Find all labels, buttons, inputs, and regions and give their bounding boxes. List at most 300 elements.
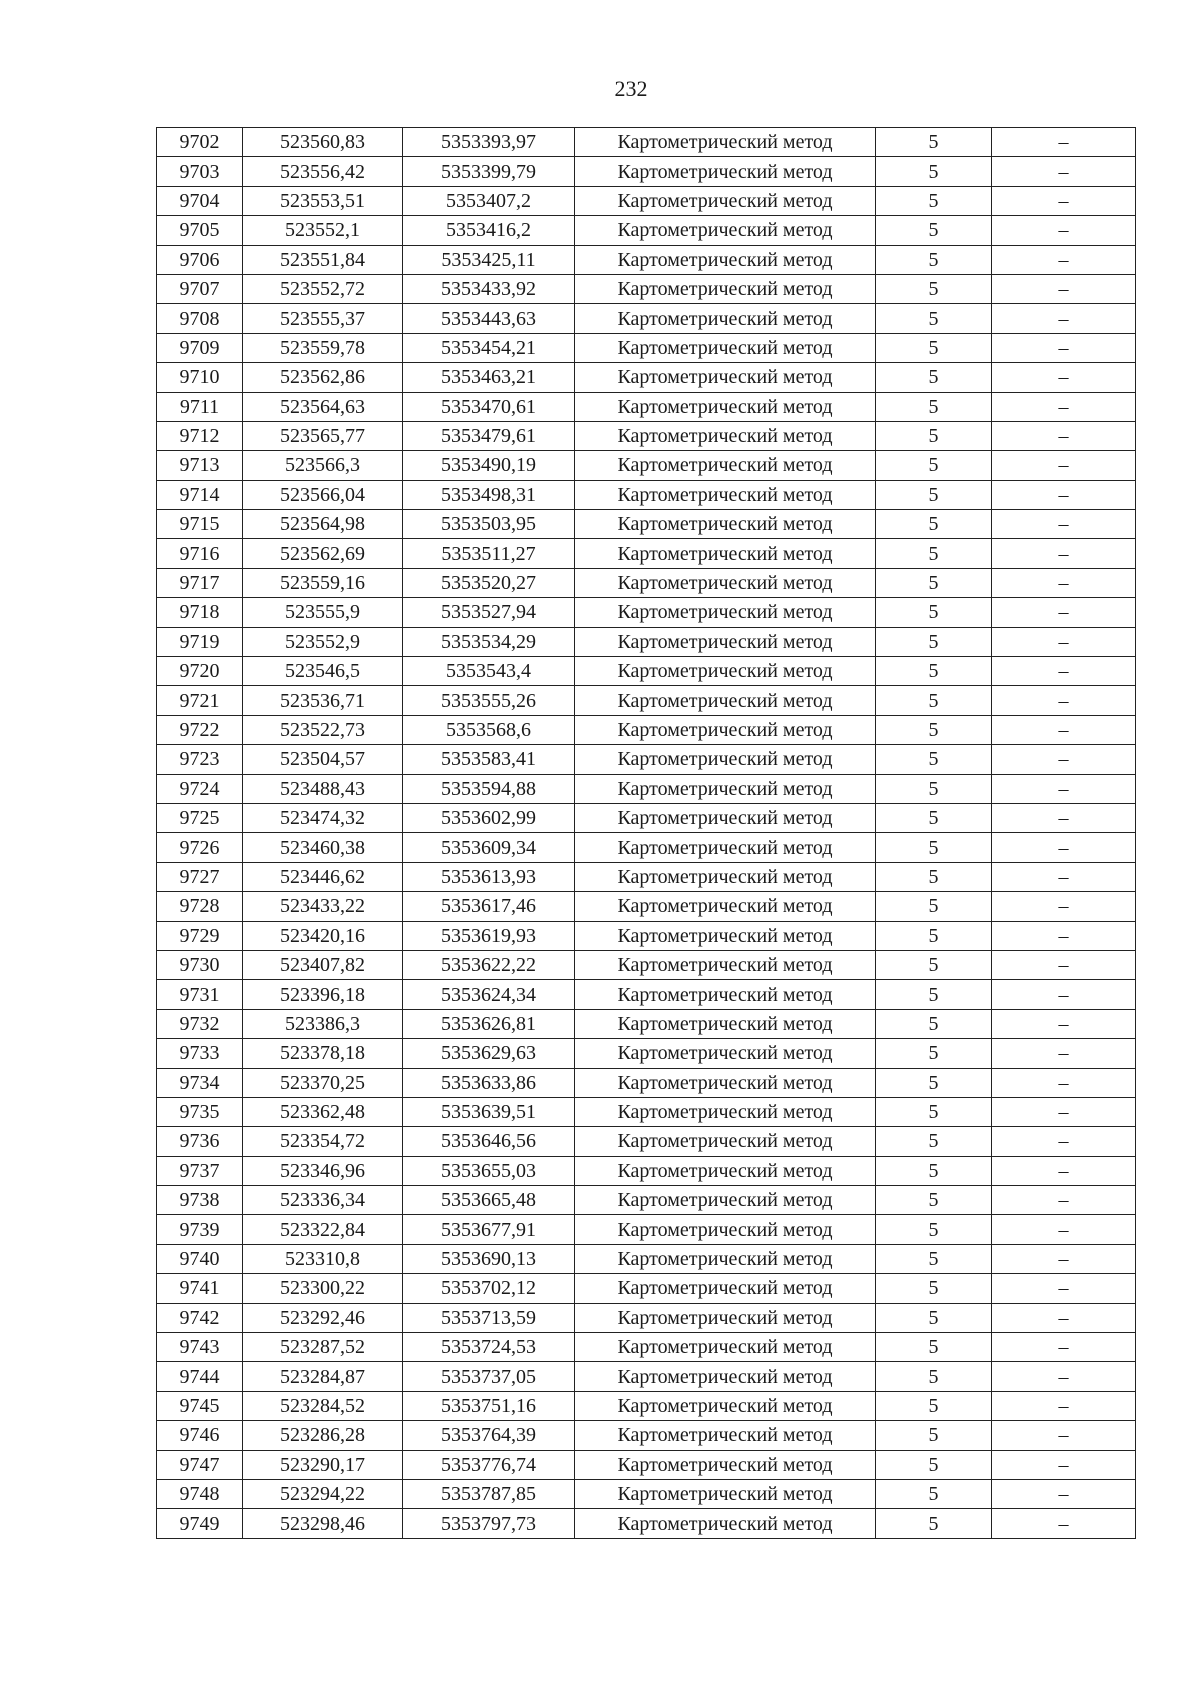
point-number-cell: 9712 <box>157 421 243 450</box>
note-cell: – <box>992 392 1136 421</box>
point-number-cell: 9722 <box>157 715 243 744</box>
table-row <box>157 745 1136 774</box>
note-cell: – <box>992 568 1136 597</box>
accuracy-cell: 5 <box>876 1127 992 1156</box>
table-row <box>157 157 1136 186</box>
table-row <box>157 833 1136 862</box>
note-cell: – <box>992 1156 1136 1185</box>
x-coordinate-cell: 523286,28 <box>243 1421 403 1450</box>
table-row <box>157 216 1136 245</box>
y-coordinate-cell: 5353613,93 <box>403 862 575 891</box>
method-cell: Картометрический метод <box>575 216 876 245</box>
method-cell: Картометрический метод <box>575 1097 876 1126</box>
y-coordinate-cell: 5353622,22 <box>403 950 575 979</box>
note-cell: – <box>992 451 1136 480</box>
method-cell: Картометрический метод <box>575 745 876 774</box>
method-cell: Картометрический метод <box>575 1450 876 1479</box>
note-cell: – <box>992 1450 1136 1479</box>
point-number-cell: 9748 <box>157 1479 243 1508</box>
table-row <box>157 1391 1136 1420</box>
note-cell: – <box>992 1509 1136 1538</box>
accuracy-cell: 5 <box>876 245 992 274</box>
method-cell: Картометрический метод <box>575 1068 876 1097</box>
point-number-cell: 9734 <box>157 1068 243 1097</box>
accuracy-cell: 5 <box>876 304 992 333</box>
table-row <box>157 480 1136 509</box>
table-row <box>157 510 1136 539</box>
x-coordinate-cell: 523504,57 <box>243 745 403 774</box>
x-coordinate-cell: 523552,72 <box>243 274 403 303</box>
note-cell: – <box>992 421 1136 450</box>
note-cell: – <box>992 803 1136 832</box>
method-cell: Картометрический метод <box>575 686 876 715</box>
method-cell: Картометрический метод <box>575 1127 876 1156</box>
x-coordinate-cell: 523420,16 <box>243 921 403 950</box>
y-coordinate-cell: 5353724,53 <box>403 1333 575 1362</box>
y-coordinate-cell: 5353416,2 <box>403 216 575 245</box>
table-row <box>157 1009 1136 1038</box>
accuracy-cell: 5 <box>876 1068 992 1097</box>
table-row <box>157 1509 1136 1538</box>
y-coordinate-cell: 5353433,92 <box>403 274 575 303</box>
x-coordinate-cell: 523560,83 <box>243 128 403 157</box>
table-row <box>157 304 1136 333</box>
note-cell: – <box>992 333 1136 362</box>
note-cell: – <box>992 510 1136 539</box>
note-cell: – <box>992 186 1136 215</box>
accuracy-cell: 5 <box>876 803 992 832</box>
x-coordinate-cell: 523322,84 <box>243 1215 403 1244</box>
method-cell: Картометрический метод <box>575 186 876 215</box>
y-coordinate-cell: 5353797,73 <box>403 1509 575 1538</box>
point-number-cell: 9707 <box>157 274 243 303</box>
table-row <box>157 1303 1136 1332</box>
table-row <box>157 715 1136 744</box>
accuracy-cell: 5 <box>876 598 992 627</box>
point-number-cell: 9730 <box>157 950 243 979</box>
table-row <box>157 568 1136 597</box>
accuracy-cell: 5 <box>876 1303 992 1332</box>
point-number-cell: 9715 <box>157 510 243 539</box>
y-coordinate-cell: 5353463,21 <box>403 363 575 392</box>
method-cell: Картометрический метод <box>575 657 876 686</box>
method-cell: Картометрический метод <box>575 1244 876 1273</box>
method-cell: Картометрический метод <box>575 1362 876 1391</box>
note-cell: – <box>992 304 1136 333</box>
point-number-cell: 9746 <box>157 1421 243 1450</box>
note-cell: – <box>992 157 1136 186</box>
accuracy-cell: 5 <box>876 774 992 803</box>
accuracy-cell: 5 <box>876 715 992 744</box>
point-number-cell: 9706 <box>157 245 243 274</box>
method-cell: Картометрический метод <box>575 774 876 803</box>
x-coordinate-cell: 523460,38 <box>243 833 403 862</box>
y-coordinate-cell: 5353470,61 <box>403 392 575 421</box>
point-number-cell: 9731 <box>157 980 243 1009</box>
table-row <box>157 392 1136 421</box>
point-number-cell: 9747 <box>157 1450 243 1479</box>
table-row <box>157 1215 1136 1244</box>
point-number-cell: 9728 <box>157 892 243 921</box>
accuracy-cell: 5 <box>876 1509 992 1538</box>
point-number-cell: 9735 <box>157 1097 243 1126</box>
method-cell: Картометрический метод <box>575 1156 876 1185</box>
table-row <box>157 686 1136 715</box>
y-coordinate-cell: 5353407,2 <box>403 186 575 215</box>
x-coordinate-cell: 523378,18 <box>243 1039 403 1068</box>
point-number-cell: 9741 <box>157 1274 243 1303</box>
table-row <box>157 363 1136 392</box>
accuracy-cell: 5 <box>876 686 992 715</box>
y-coordinate-cell: 5353555,26 <box>403 686 575 715</box>
table-row <box>157 1039 1136 1068</box>
point-number-cell: 9703 <box>157 157 243 186</box>
point-number-cell: 9725 <box>157 803 243 832</box>
x-coordinate-cell: 523566,3 <box>243 451 403 480</box>
x-coordinate-cell: 523565,77 <box>243 421 403 450</box>
note-cell: – <box>992 950 1136 979</box>
note-cell: – <box>992 1009 1136 1038</box>
y-coordinate-cell: 5353702,12 <box>403 1274 575 1303</box>
table-row <box>157 1127 1136 1156</box>
table-row <box>157 1068 1136 1097</box>
x-coordinate-cell: 523287,52 <box>243 1333 403 1362</box>
y-coordinate-cell: 5353617,46 <box>403 892 575 921</box>
method-cell: Картометрический метод <box>575 568 876 597</box>
coordinates-table-body <box>157 128 1136 1539</box>
x-coordinate-cell: 523433,22 <box>243 892 403 921</box>
point-number-cell: 9729 <box>157 921 243 950</box>
method-cell: Картометрический метод <box>575 803 876 832</box>
method-cell: Картометрический метод <box>575 245 876 274</box>
point-number-cell: 9708 <box>157 304 243 333</box>
point-number-cell: 9720 <box>157 657 243 686</box>
table-row <box>157 1333 1136 1362</box>
y-coordinate-cell: 5353511,27 <box>403 539 575 568</box>
point-number-cell: 9721 <box>157 686 243 715</box>
accuracy-cell: 5 <box>876 1186 992 1215</box>
note-cell: – <box>992 1391 1136 1420</box>
table-row <box>157 950 1136 979</box>
table-row <box>157 1479 1136 1508</box>
table-row <box>157 598 1136 627</box>
table-row <box>157 892 1136 921</box>
note-cell: – <box>992 745 1136 774</box>
x-coordinate-cell: 523555,37 <box>243 304 403 333</box>
y-coordinate-cell: 5353503,95 <box>403 510 575 539</box>
table-row <box>157 1186 1136 1215</box>
note-cell: – <box>992 686 1136 715</box>
y-coordinate-cell: 5353655,03 <box>403 1156 575 1185</box>
accuracy-cell: 5 <box>876 833 992 862</box>
x-coordinate-cell: 523546,5 <box>243 657 403 686</box>
x-coordinate-cell: 523396,18 <box>243 980 403 1009</box>
note-cell: – <box>992 657 1136 686</box>
method-cell: Картометрический метод <box>575 921 876 950</box>
x-coordinate-cell: 523370,25 <box>243 1068 403 1097</box>
point-number-cell: 9710 <box>157 363 243 392</box>
y-coordinate-cell: 5353665,48 <box>403 1186 575 1215</box>
accuracy-cell: 5 <box>876 1244 992 1273</box>
accuracy-cell: 5 <box>876 1156 992 1185</box>
accuracy-cell: 5 <box>876 568 992 597</box>
accuracy-cell: 5 <box>876 392 992 421</box>
point-number-cell: 9737 <box>157 1156 243 1185</box>
method-cell: Картометрический метод <box>575 421 876 450</box>
accuracy-cell: 5 <box>876 421 992 450</box>
point-number-cell: 9727 <box>157 862 243 891</box>
table-row <box>157 274 1136 303</box>
accuracy-cell: 5 <box>876 1479 992 1508</box>
y-coordinate-cell: 5353619,93 <box>403 921 575 950</box>
note-cell: – <box>992 1127 1136 1156</box>
point-number-cell: 9744 <box>157 1362 243 1391</box>
point-number-cell: 9739 <box>157 1215 243 1244</box>
y-coordinate-cell: 5353498,31 <box>403 480 575 509</box>
note-cell: – <box>992 1421 1136 1450</box>
point-number-cell: 9749 <box>157 1509 243 1538</box>
y-coordinate-cell: 5353454,21 <box>403 333 575 362</box>
method-cell: Картометрический метод <box>575 157 876 186</box>
point-number-cell: 9743 <box>157 1333 243 1362</box>
note-cell: – <box>992 774 1136 803</box>
y-coordinate-cell: 5353633,86 <box>403 1068 575 1097</box>
note-cell: – <box>992 1097 1136 1126</box>
table-row <box>157 1362 1136 1391</box>
accuracy-cell: 5 <box>876 510 992 539</box>
method-cell: Картометрический метод <box>575 510 876 539</box>
table-row <box>157 539 1136 568</box>
accuracy-cell: 5 <box>876 1097 992 1126</box>
y-coordinate-cell: 5353443,63 <box>403 304 575 333</box>
x-coordinate-cell: 523336,34 <box>243 1186 403 1215</box>
y-coordinate-cell: 5353629,63 <box>403 1039 575 1068</box>
point-number-cell: 9738 <box>157 1186 243 1215</box>
x-coordinate-cell: 523310,8 <box>243 1244 403 1273</box>
coordinates-table <box>156 127 1136 1539</box>
point-number-cell: 9716 <box>157 539 243 568</box>
table-row <box>157 186 1136 215</box>
y-coordinate-cell: 5353639,51 <box>403 1097 575 1126</box>
note-cell: – <box>992 921 1136 950</box>
x-coordinate-cell: 523562,86 <box>243 363 403 392</box>
y-coordinate-cell: 5353776,74 <box>403 1450 575 1479</box>
point-number-cell: 9714 <box>157 480 243 509</box>
accuracy-cell: 5 <box>876 539 992 568</box>
y-coordinate-cell: 5353626,81 <box>403 1009 575 1038</box>
y-coordinate-cell: 5353737,05 <box>403 1362 575 1391</box>
accuracy-cell: 5 <box>876 745 992 774</box>
y-coordinate-cell: 5353479,61 <box>403 421 575 450</box>
table-row <box>157 627 1136 656</box>
y-coordinate-cell: 5353677,91 <box>403 1215 575 1244</box>
accuracy-cell: 5 <box>876 480 992 509</box>
note-cell: – <box>992 1303 1136 1332</box>
method-cell: Картометрический метод <box>575 862 876 891</box>
table-row <box>157 1450 1136 1479</box>
note-cell: – <box>992 1244 1136 1273</box>
x-coordinate-cell: 523300,22 <box>243 1274 403 1303</box>
x-coordinate-cell: 523559,78 <box>243 333 403 362</box>
method-cell: Картометрический метод <box>575 128 876 157</box>
table-row <box>157 980 1136 1009</box>
point-number-cell: 9740 <box>157 1244 243 1273</box>
note-cell: – <box>992 1274 1136 1303</box>
note-cell: – <box>992 245 1136 274</box>
method-cell: Картометрический метод <box>575 715 876 744</box>
page-number: 232 <box>614 76 648 101</box>
note-cell: – <box>992 833 1136 862</box>
method-cell: Картометрический метод <box>575 1186 876 1215</box>
accuracy-cell: 5 <box>876 216 992 245</box>
y-coordinate-cell: 5353690,13 <box>403 1244 575 1273</box>
point-number-cell: 9732 <box>157 1009 243 1038</box>
accuracy-cell: 5 <box>876 980 992 1009</box>
note-cell: – <box>992 1039 1136 1068</box>
point-number-cell: 9736 <box>157 1127 243 1156</box>
method-cell: Картометрический метод <box>575 1391 876 1420</box>
x-coordinate-cell: 523522,73 <box>243 715 403 744</box>
x-coordinate-cell: 523354,72 <box>243 1127 403 1156</box>
method-cell: Картометрический метод <box>575 1039 876 1068</box>
y-coordinate-cell: 5353490,19 <box>403 451 575 480</box>
accuracy-cell: 5 <box>876 1421 992 1450</box>
table-row <box>157 1421 1136 1450</box>
accuracy-cell: 5 <box>876 657 992 686</box>
accuracy-cell: 5 <box>876 862 992 891</box>
y-coordinate-cell: 5353425,11 <box>403 245 575 274</box>
y-coordinate-cell: 5353568,6 <box>403 715 575 744</box>
y-coordinate-cell: 5353602,99 <box>403 803 575 832</box>
x-coordinate-cell: 523294,22 <box>243 1479 403 1508</box>
method-cell: Картометрический метод <box>575 451 876 480</box>
accuracy-cell: 5 <box>876 1362 992 1391</box>
y-coordinate-cell: 5353787,85 <box>403 1479 575 1508</box>
x-coordinate-cell: 523562,69 <box>243 539 403 568</box>
y-coordinate-cell: 5353520,27 <box>403 568 575 597</box>
x-coordinate-cell: 523555,9 <box>243 598 403 627</box>
x-coordinate-cell: 523564,98 <box>243 510 403 539</box>
y-coordinate-cell: 5353594,88 <box>403 774 575 803</box>
x-coordinate-cell: 523284,52 <box>243 1391 403 1420</box>
point-number-cell: 9742 <box>157 1303 243 1332</box>
x-coordinate-cell: 523553,51 <box>243 186 403 215</box>
note-cell: – <box>992 1362 1136 1391</box>
method-cell: Картометрический метод <box>575 1274 876 1303</box>
accuracy-cell: 5 <box>876 627 992 656</box>
method-cell: Картометрический метод <box>575 1479 876 1508</box>
table-row <box>157 862 1136 891</box>
method-cell: Картометрический метод <box>575 480 876 509</box>
note-cell: – <box>992 627 1136 656</box>
accuracy-cell: 5 <box>876 892 992 921</box>
table-row <box>157 657 1136 686</box>
point-number-cell: 9713 <box>157 451 243 480</box>
accuracy-cell: 5 <box>876 1009 992 1038</box>
table-row <box>157 921 1136 950</box>
accuracy-cell: 5 <box>876 1039 992 1068</box>
y-coordinate-cell: 5353764,39 <box>403 1421 575 1450</box>
method-cell: Картометрический метод <box>575 892 876 921</box>
point-number-cell: 9726 <box>157 833 243 862</box>
note-cell: – <box>992 480 1136 509</box>
accuracy-cell: 5 <box>876 950 992 979</box>
note-cell: – <box>992 715 1136 744</box>
accuracy-cell: 5 <box>876 451 992 480</box>
x-coordinate-cell: 523298,46 <box>243 1509 403 1538</box>
accuracy-cell: 5 <box>876 1215 992 1244</box>
note-cell: – <box>992 862 1136 891</box>
method-cell: Картометрический метод <box>575 1009 876 1038</box>
x-coordinate-cell: 523346,96 <box>243 1156 403 1185</box>
method-cell: Картометрический метод <box>575 274 876 303</box>
accuracy-cell: 5 <box>876 921 992 950</box>
x-coordinate-cell: 523292,46 <box>243 1303 403 1332</box>
point-number-cell: 9733 <box>157 1039 243 1068</box>
x-coordinate-cell: 523566,04 <box>243 480 403 509</box>
x-coordinate-cell: 523407,82 <box>243 950 403 979</box>
accuracy-cell: 5 <box>876 157 992 186</box>
method-cell: Картометрический метод <box>575 363 876 392</box>
table-row <box>157 333 1136 362</box>
accuracy-cell: 5 <box>876 274 992 303</box>
point-number-cell: 9705 <box>157 216 243 245</box>
method-cell: Картометрический метод <box>575 1303 876 1332</box>
note-cell: – <box>992 1215 1136 1244</box>
point-number-cell: 9724 <box>157 774 243 803</box>
y-coordinate-cell: 5353399,79 <box>403 157 575 186</box>
note-cell: – <box>992 1186 1136 1215</box>
y-coordinate-cell: 5353527,94 <box>403 598 575 627</box>
y-coordinate-cell: 5353393,97 <box>403 128 575 157</box>
note-cell: – <box>992 598 1136 627</box>
note-cell: – <box>992 539 1136 568</box>
y-coordinate-cell: 5353713,59 <box>403 1303 575 1332</box>
method-cell: Картометрический метод <box>575 833 876 862</box>
method-cell: Картометрический метод <box>575 304 876 333</box>
point-number-cell: 9702 <box>157 128 243 157</box>
y-coordinate-cell: 5353609,34 <box>403 833 575 862</box>
point-number-cell: 9723 <box>157 745 243 774</box>
point-number-cell: 9709 <box>157 333 243 362</box>
method-cell: Картометрический метод <box>575 1421 876 1450</box>
y-coordinate-cell: 5353543,4 <box>403 657 575 686</box>
x-coordinate-cell: 523446,62 <box>243 862 403 891</box>
accuracy-cell: 5 <box>876 333 992 362</box>
x-coordinate-cell: 523290,17 <box>243 1450 403 1479</box>
method-cell: Картометрический метод <box>575 980 876 1009</box>
method-cell: Картометрический метод <box>575 598 876 627</box>
note-cell: – <box>992 216 1136 245</box>
method-cell: Картометрический метод <box>575 1215 876 1244</box>
table-row <box>157 421 1136 450</box>
accuracy-cell: 5 <box>876 1391 992 1420</box>
y-coordinate-cell: 5353646,56 <box>403 1127 575 1156</box>
table-row <box>157 1156 1136 1185</box>
note-cell: – <box>992 1333 1136 1362</box>
y-coordinate-cell: 5353583,41 <box>403 745 575 774</box>
x-coordinate-cell: 523474,32 <box>243 803 403 832</box>
method-cell: Картометрический метод <box>575 1333 876 1362</box>
accuracy-cell: 5 <box>876 186 992 215</box>
table-row <box>157 1097 1136 1126</box>
method-cell: Картометрический метод <box>575 950 876 979</box>
method-cell: Картометрический метод <box>575 333 876 362</box>
table-row <box>157 1244 1136 1273</box>
table-row <box>157 1274 1136 1303</box>
table-row <box>157 451 1136 480</box>
point-number-cell: 9704 <box>157 186 243 215</box>
